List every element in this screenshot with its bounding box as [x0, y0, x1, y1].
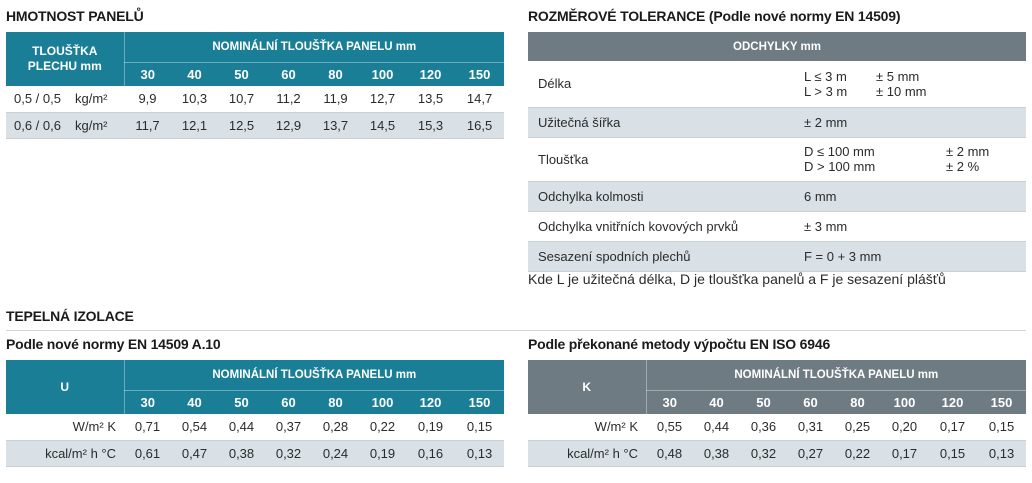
value-cell: 10,7 — [218, 86, 265, 112]
value-cell: 0,61 — [124, 440, 171, 466]
tolerance-heading: ROZMĚROVÉ TOLERANCE (Podle nové normy EN 14509) — [528, 8, 901, 24]
k-corner-header: K — [528, 360, 646, 414]
value-cell: 11,9 — [312, 86, 359, 112]
thermal-left-subheading: Podle nové normy EN 14509 A.10 — [6, 336, 221, 352]
table-row — [528, 414, 1026, 440]
value-cell: 0,19 — [406, 414, 455, 440]
col-header: 30 — [124, 62, 171, 86]
value-cell: 0,16 — [406, 440, 455, 466]
value-cell: 10,3 — [171, 86, 218, 112]
table-row — [528, 61, 1026, 107]
value-cell: 0,38 — [218, 440, 265, 466]
unit-cell: kcal/m² h °C — [528, 440, 646, 466]
col-header: 120 — [406, 390, 455, 414]
col-header: 60 — [265, 390, 312, 414]
col-header: 80 — [312, 390, 359, 414]
value-cell: 0,32 — [265, 440, 312, 466]
value-cell: 0,32 — [740, 440, 787, 466]
value-cell: 16,5 — [455, 112, 504, 138]
k-span-header: NOMINÁLNÍ TLOUŠŤKA PANELU mm — [646, 360, 1026, 390]
thickness-cell: 0,5 / 0,5 kg/m² — [6, 86, 124, 112]
value-cell: 0,13 — [455, 440, 504, 466]
value-cell: 0,37 — [265, 414, 312, 440]
col-header: 80 — [312, 62, 359, 86]
tolerance-label: Sesazení spodních plechů — [528, 241, 804, 271]
tolerance-label: Délka — [528, 61, 804, 107]
value-cell: 0,27 — [787, 440, 834, 466]
thermal-right-subheading: Podle překonané metody výpočtu EN ISO 6946 — [528, 336, 831, 352]
tolerance-value: ± 2 mm ± 2 % — [946, 137, 1026, 181]
value-cell: 9,9 — [124, 86, 171, 112]
value-cell: 12,7 — [359, 86, 406, 112]
tolerance-value: D ≤ 100 mm D > 100 mm — [804, 137, 946, 181]
value-cell: 0,31 — [787, 414, 834, 440]
value-cell: 0,54 — [171, 414, 218, 440]
tolerance-note: Kde L je užitečná délka, D je tloušťka panelů a F je sesazení plášťů — [528, 271, 946, 287]
table-row — [528, 107, 1026, 137]
table-row — [6, 440, 504, 466]
value-cell: 12,5 — [218, 112, 265, 138]
value-cell: 0,22 — [834, 440, 881, 466]
k-value-table — [528, 360, 1026, 467]
col-header: 40 — [171, 390, 218, 414]
value-cell: 0,20 — [881, 414, 928, 440]
value-cell: 0,36 — [740, 414, 787, 440]
value-cell: 0,38 — [693, 440, 740, 466]
tolerance-label: Odchylka kolmosti — [528, 181, 804, 211]
value-cell: 0,71 — [124, 414, 171, 440]
unit-cell: kcal/m² h °C — [6, 440, 124, 466]
value-cell: 0,44 — [218, 414, 265, 440]
tolerance-value: L ≤ 3 m L > 3 m ± 5 mm ± 10 mm — [804, 61, 1026, 107]
weight-corner-header: TLOUŠŤKA PLECHU mm — [6, 32, 124, 86]
value-cell: 0,15 — [928, 440, 977, 466]
col-header: 30 — [124, 390, 171, 414]
tolerance-label: Odchylka vnitřních kovových prvků — [528, 211, 804, 241]
value-cell: 14,7 — [455, 86, 504, 112]
col-header: 120 — [406, 62, 455, 86]
value-cell: 0,22 — [359, 414, 406, 440]
unit-cell: W/m² K — [6, 414, 124, 440]
col-header: 60 — [787, 390, 834, 414]
value-cell: 12,9 — [265, 112, 312, 138]
value-cell: 0,17 — [881, 440, 928, 466]
tolerance-value: ± 2 mm — [804, 107, 1026, 137]
weight-span-header: NOMINÁLNÍ TLOUŠŤKA PANELU mm — [124, 32, 504, 62]
col-header: 150 — [977, 390, 1026, 414]
u-corner-header: U — [6, 360, 124, 414]
section-divider — [6, 330, 1026, 331]
tolerance-table — [528, 32, 1026, 272]
col-header: 120 — [928, 390, 977, 414]
col-header: 100 — [359, 62, 406, 86]
col-header: 40 — [693, 390, 740, 414]
col-header: 60 — [265, 62, 312, 86]
col-header: 100 — [359, 390, 406, 414]
col-header: 150 — [455, 62, 504, 86]
tolerance-value: F = 0 + 3 mm — [804, 241, 1026, 271]
u-span-header: NOMINÁLNÍ TLOUŠŤKA PANELU mm — [124, 360, 504, 390]
weight-table — [6, 32, 504, 139]
tolerance-value: ± 3 mm — [804, 211, 1026, 241]
col-header: 30 — [646, 390, 693, 414]
value-cell: 13,7 — [312, 112, 359, 138]
value-cell: 0,48 — [646, 440, 693, 466]
value-cell: 14,5 — [359, 112, 406, 138]
value-cell: 0,47 — [171, 440, 218, 466]
value-cell: 13,5 — [406, 86, 455, 112]
value-cell: 12,1 — [171, 112, 218, 138]
table-row — [528, 440, 1026, 466]
table-row — [528, 241, 1026, 271]
col-header: 100 — [881, 390, 928, 414]
col-header: 50 — [218, 62, 265, 86]
thickness-cell: 0,6 / 0,6 kg/m² — [6, 112, 124, 138]
col-header: 50 — [740, 390, 787, 414]
table-row — [528, 181, 1026, 211]
table-row — [6, 414, 504, 440]
table-row — [528, 137, 1026, 181]
value-cell: 0,15 — [455, 414, 504, 440]
tolerance-label: Tloušťka — [528, 137, 804, 181]
value-cell: 0,17 — [928, 414, 977, 440]
table-row — [6, 112, 504, 138]
col-header: 40 — [171, 62, 218, 86]
value-cell: 11,7 — [124, 112, 171, 138]
u-value-table — [6, 360, 504, 467]
value-cell: 0,44 — [693, 414, 740, 440]
thermal-heading: TEPELNÁ IZOLACE — [6, 308, 134, 324]
value-cell: 15,3 — [406, 112, 455, 138]
col-header: 50 — [218, 390, 265, 414]
value-cell: 0,28 — [312, 414, 359, 440]
tolerance-value: 6 mm — [804, 181, 1026, 211]
value-cell: 0,24 — [312, 440, 359, 466]
col-header: 80 — [834, 390, 881, 414]
unit-cell: W/m² K — [528, 414, 646, 440]
value-cell: 0,15 — [977, 414, 1026, 440]
col-header: 150 — [455, 390, 504, 414]
value-cell: 0,19 — [359, 440, 406, 466]
tolerance-header: ODCHYLKY mm — [528, 32, 1026, 61]
value-cell: 0,13 — [977, 440, 1026, 466]
value-cell: 0,55 — [646, 414, 693, 440]
value-cell: 0,25 — [834, 414, 881, 440]
weight-heading: HMOTNOST PANELŮ — [6, 8, 144, 24]
tolerance-label: Užitečná šířka — [528, 107, 804, 137]
value-cell: 11,2 — [265, 86, 312, 112]
table-row — [528, 211, 1026, 241]
table-row — [6, 86, 504, 112]
